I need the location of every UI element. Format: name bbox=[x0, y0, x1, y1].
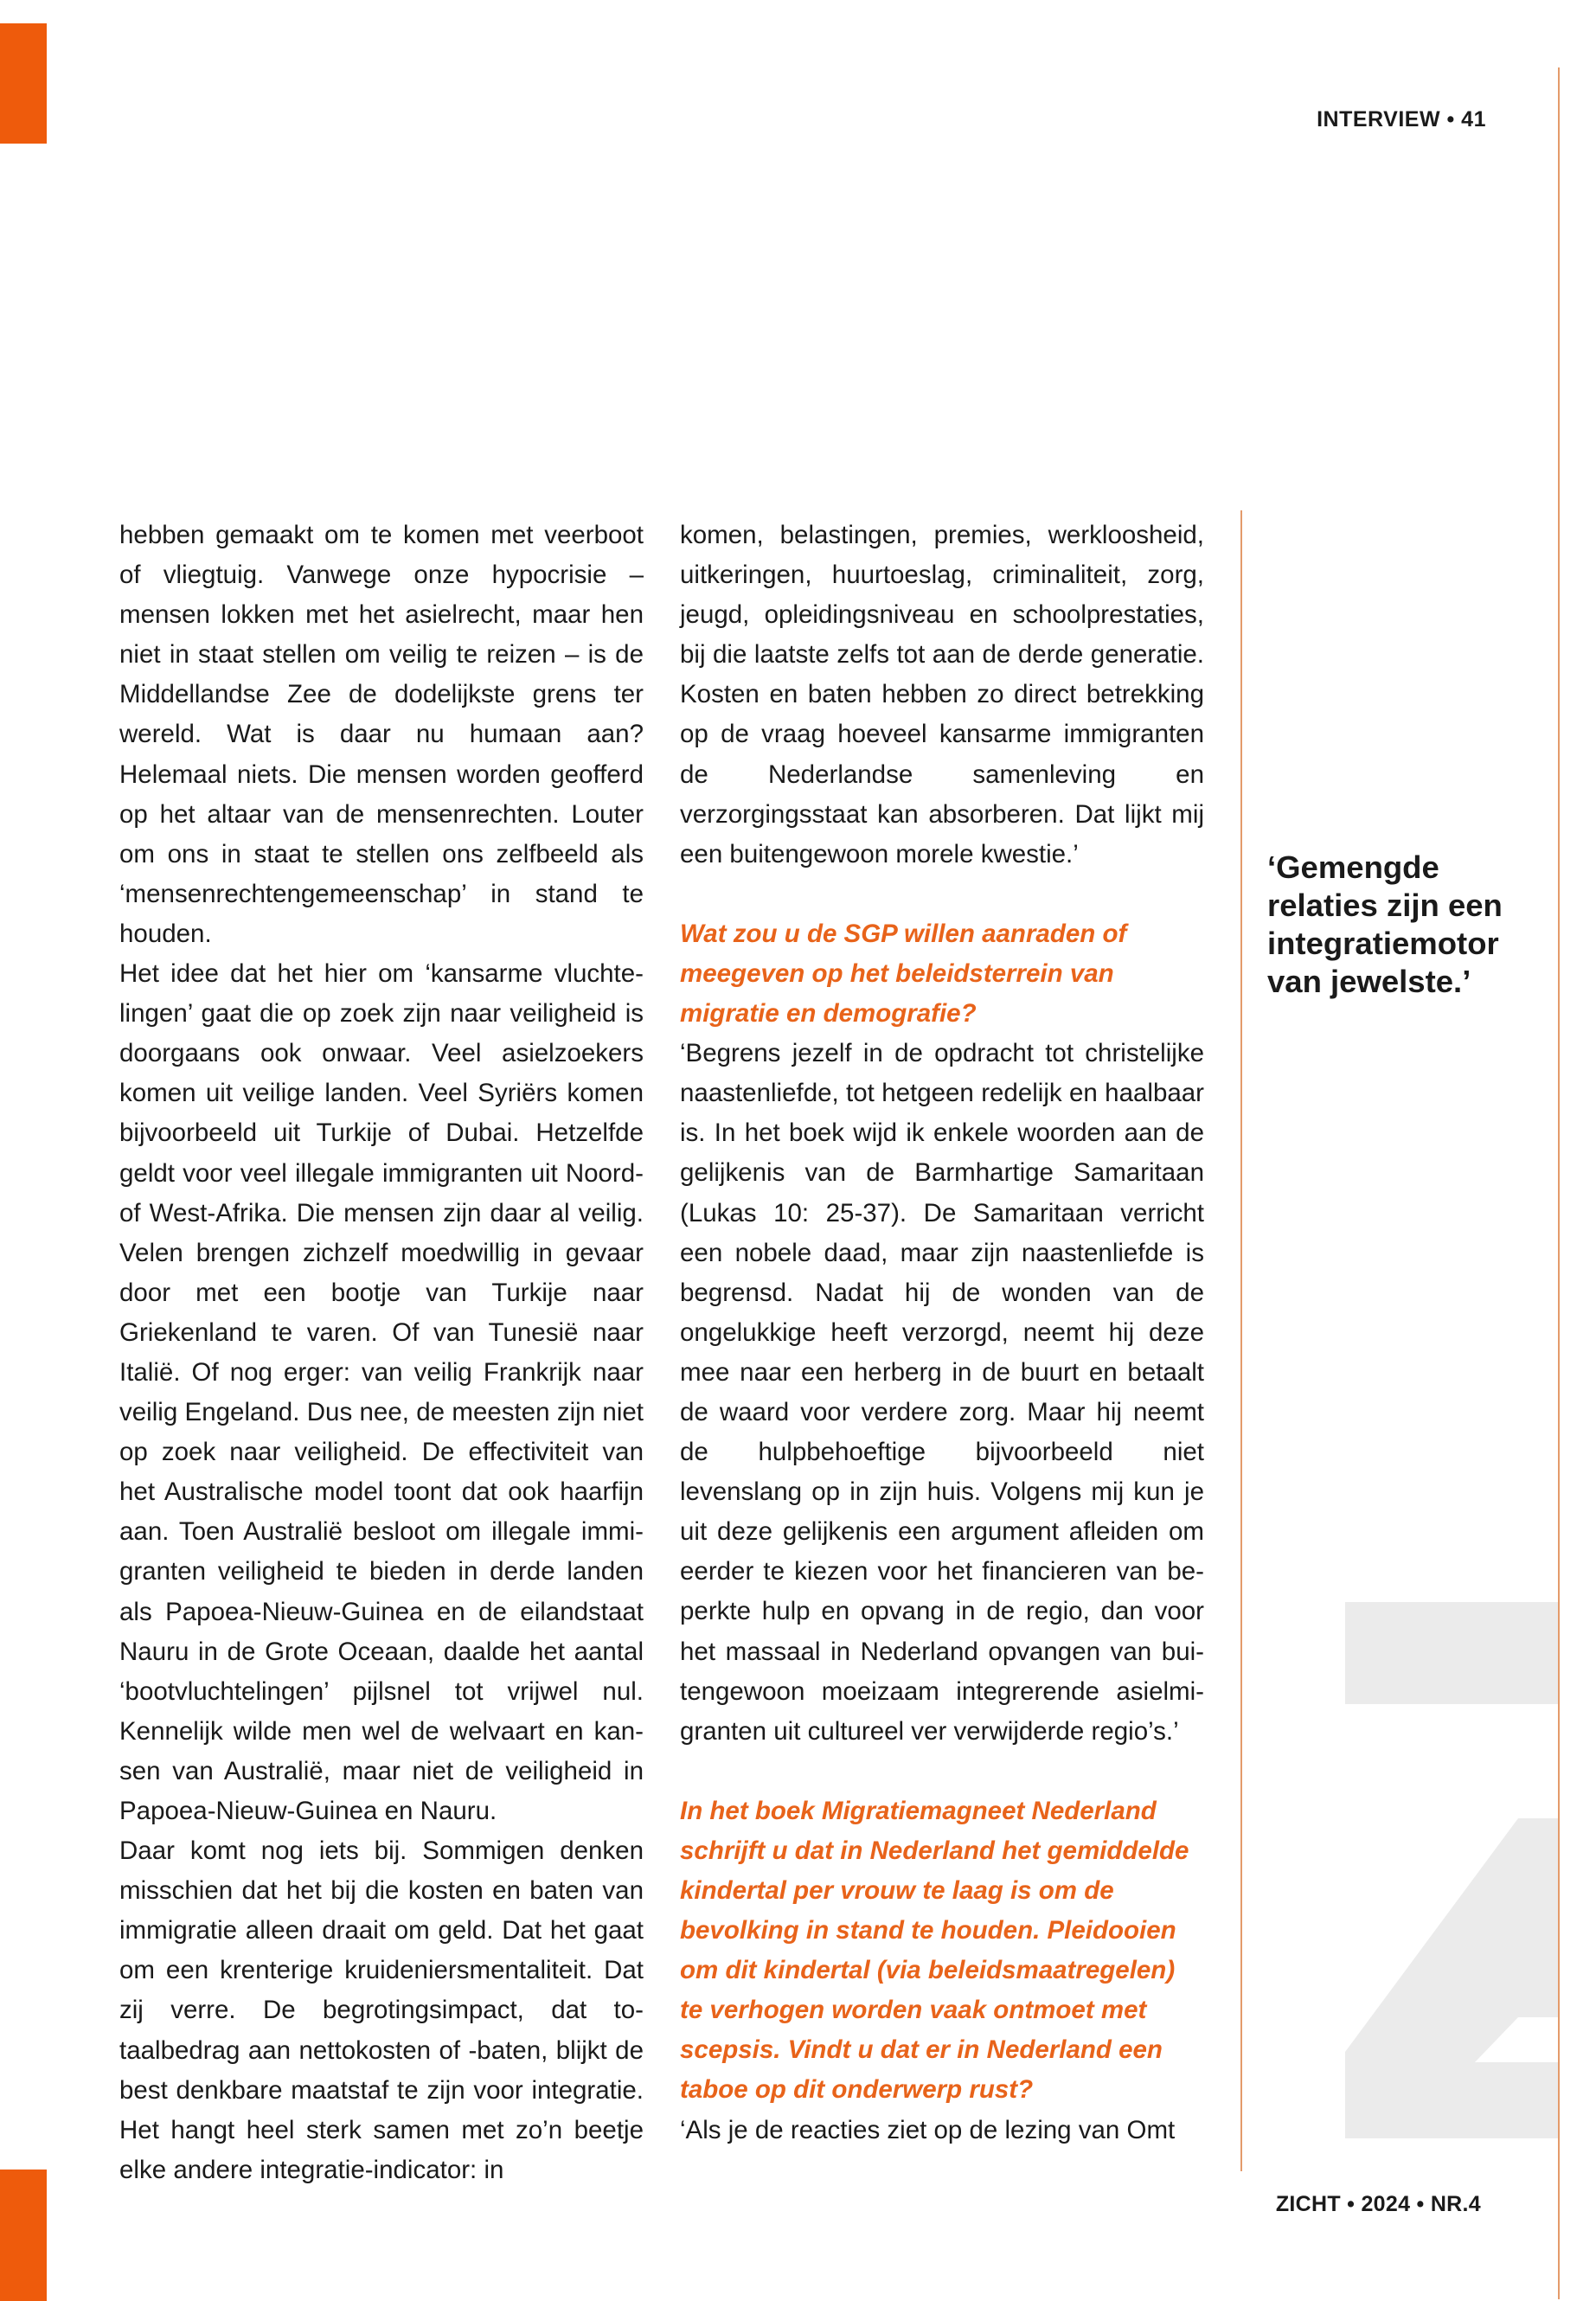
orange-edge-tab-top bbox=[0, 23, 47, 144]
interview-question: In het boek Migratiemagneet Nederland schrijft u dat in Nederland het gemiddelde kindertal per vrouw te laag is om de bevolking in stand te houden. Pleidooien om dit kindertal (via beleidsmaatregelen) te verhogen worden vaak ontmoet met scepsis. Vindt u dat er in Nederland een taboe op dit onderwerp rust? bbox=[680, 1796, 1189, 2105]
running-header: INTERVIEW • 41 bbox=[1317, 107, 1486, 131]
column-divider-rule bbox=[1240, 510, 1242, 2171]
article-column-middle bbox=[680, 516, 1204, 2150]
paragraph: Het idee dat het hier om ‘kansarme vluchtelingen’ gaat die op zoek zijn naar veiligheid is doorgaans ook onwaar. Veel asielzoekers komen uit veilige landen. Veel Syriërs komen bijvoorbeeld uit Turkije of Dubai. Hetzelfde geldt voor veel illegale immigranten uit Noord- of West-Afrika. Die mensen zijn daar al veilig. Velen brengen zichzelf moedwillig in gevaar door met een bootje van Turkije naar Griekenland te varen. Of van Tunesië naar Italië. Of nog erger: van veilig Frankrijk naar veilig Engeland. Dus nee, de meesten zijn niet op zoek naar veiligheid. De effectiviteit van het Australische model toont dat ook haarfijn aan. Toen Australië besloot om illegale immigranten veiligheid te bieden in derde landen als Papoea-Nieuw-Guinea en de eilandstaat Nauru in de Grote Oceaan, daalde het aantal ‘bootvluchtelingen’ pijlsnel tot vrijwel nul. Kennelijk wilde men wel de welvaart en kansen van Australië, maar niet de veiligheid in Papoea-Nieuw-Guinea en Nauru. bbox=[119, 959, 644, 1825]
article-column-left bbox=[119, 516, 644, 2190]
magazine-issue-footer: ZICHT • 2024 • NR.4 bbox=[1275, 2192, 1481, 2216]
decorative-z-diagonal bbox=[1345, 1818, 1558, 2138]
paragraph: hebben gemaakt om te komen met veerboot of vliegtuig. Vanwege onze hypocrisie – mensen lokken met het asielrecht, maar hen niet in staat stellen om veilig te reizen – is de Middellandse Zee de dodelijkste grens ter wereld. Wat is daar nu humaan aan? Helemaal niets. Die mensen worden geofferd op het altaar van de mensenrechten. Louter om ons in staat te stellen ons zelfbeeld als ‘mensenrechtengemeenschap’ in stand te houden. bbox=[119, 521, 644, 948]
interview-question: Wat zou u de SGP willen aanraden of meegeven op het beleidsterrein van migratie en demografie? bbox=[680, 919, 1127, 1029]
paragraph: Daar komt nog iets bij. Sommigen denken misschien dat het bij die kosten en baten van immigratie alleen draait om geld. Dat het gaat om een krenterige kruideniersmentaliteit. Dat zij verre. De begrotingsimpact, dat totaalbedrag aan nettokosten of -baten, blijkt de best denkbare maatstaf te zijn voor integratie. Het hangt heel sterk samen met zo’n beetje elke andere integratie-indicator: in bbox=[119, 1836, 644, 2184]
interview-answer: ‘Als je de reacties ziet op de lezing van Omt bbox=[680, 2115, 1176, 2144]
paragraph: komen, belastingen, premies, werkloosheid, uitkeringen, huurtoeslag, criminaliteit, zorg, jeugd, opleidingsniveau en schoolprestaties, bij die laatste zelfs tot aan de derde generatie. Kosten en baten hebben zo direct betrekking op de vraag hoeveel kansarme immigranten de Nederlandse samenleving en verzorgingsstaat kan absorberen. Dat lijkt mij een buitengewoon morele kwestie.’ bbox=[680, 521, 1204, 868]
decorative-z-bar bbox=[1345, 1602, 1558, 1704]
orange-edge-tab-bottom bbox=[0, 2170, 47, 2301]
decorative-z-shape bbox=[1345, 1602, 1558, 2138]
pull-quote: ‘Gemengde relaties zijn een integratiemotor van jewelste.’ bbox=[1267, 849, 1503, 999]
page-right-rule bbox=[1558, 67, 1560, 2299]
interview-answer: ‘Begrens jezelf in de opdracht tot christelijke naastenliefde, tot hetgeen redelijk en haalbaar is. In het boek wijd ik enkele woorden aan de gelijkenis van de Barmhartige Samaritaan (Lukas 10: 25-37). De Samaritaan verricht een nobele daad, maar zijn naastenliefde is begrensd. Nadat hij de wonden van de ongelukkige heeft verzorgd, neemt hij deze mee naar een herberg in de buurt en betaalt de waard voor verdere zorg. Maar hij neemt de hulpbehoeftige bijvoorbeeld niet levenslang op in zijn huis. Volgens mij kun je uit deze gelijkenis een argument afleiden om eerder te kiezen voor het financieren van beperkte hulp en opvang in de regio, dan voor het massaal in Nederland opvangen van buitengewoon moeizaam integrerende asielmigranten uit cultureel ver verwijderde regio’s.’ bbox=[680, 1039, 1204, 1746]
